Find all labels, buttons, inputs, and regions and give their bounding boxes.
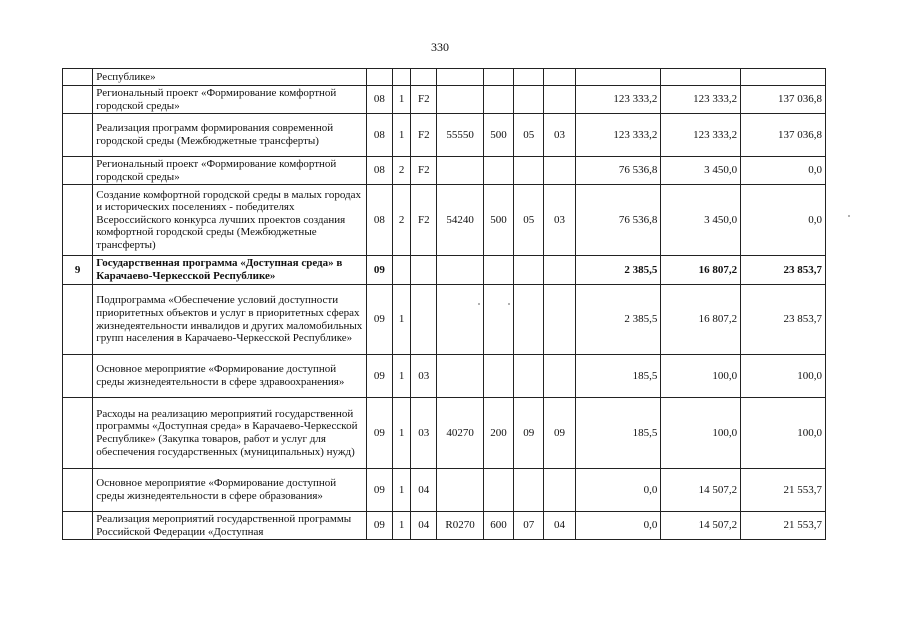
amount-year-2: 100,0 (661, 355, 741, 398)
code-subsection: 03 (544, 185, 575, 256)
code-direction (437, 157, 483, 185)
code-direction (437, 285, 483, 355)
code-program (366, 69, 392, 86)
code-section (514, 285, 544, 355)
row-description: Создание комфортной городской среды в малых городах и исторических поселениях - победителях Всероссийского конкурса лучших проектов создания комфортной городской среды (Межбюджетные трансферты) (93, 185, 367, 256)
row-number (63, 114, 93, 157)
code-subsection (544, 285, 575, 355)
amount-year-3: 23 853,7 (741, 285, 826, 355)
code-subprogram: 1 (393, 114, 411, 157)
scan-speck (848, 215, 850, 217)
table-row (63, 114, 826, 157)
table-row (63, 69, 826, 86)
code-program: 09 (366, 398, 392, 469)
code-section (514, 355, 544, 398)
code-section (514, 69, 544, 86)
row-description: Региональный проект «Формирование комфортной городской среды» (93, 157, 367, 185)
code-program: 09 (366, 355, 392, 398)
row-description: Региональный проект «Формирование комфортной городской среды» (93, 86, 367, 114)
amount-year-3: 100,0 (741, 355, 826, 398)
code-subprogram: 1 (393, 285, 411, 355)
code-event (411, 256, 437, 285)
code-event (411, 285, 437, 355)
code-expense-type (483, 157, 513, 185)
amount-year-1: 2 385,5 (575, 256, 661, 285)
table-row (63, 469, 826, 512)
code-section: 07 (514, 512, 544, 540)
row-number: 9 (63, 256, 93, 285)
row-number (63, 86, 93, 114)
scan-speck (478, 303, 480, 305)
amount-year-1: 123 333,2 (575, 86, 661, 114)
code-program: 09 (366, 256, 392, 285)
amount-year-2: 14 507,2 (661, 512, 741, 540)
code-program: 09 (366, 285, 392, 355)
row-number (63, 157, 93, 185)
amount-year-2: 16 807,2 (661, 256, 741, 285)
table-row (63, 512, 826, 540)
amount-year-2: 3 450,0 (661, 185, 741, 256)
code-expense-type (483, 256, 513, 285)
code-subprogram: 1 (393, 469, 411, 512)
code-event: F2 (411, 185, 437, 256)
code-program: 08 (366, 114, 392, 157)
code-program: 08 (366, 157, 392, 185)
amount-year-1: 2 385,5 (575, 285, 661, 355)
amount-year-1: 0,0 (575, 469, 661, 512)
code-expense-type (483, 69, 513, 86)
row-number (63, 469, 93, 512)
code-section (514, 157, 544, 185)
code-direction (437, 469, 483, 512)
code-subprogram (393, 256, 411, 285)
code-subsection (544, 86, 575, 114)
table-row (63, 398, 826, 469)
code-program: 08 (366, 86, 392, 114)
code-direction: R0270 (437, 512, 483, 540)
code-event: F2 (411, 114, 437, 157)
table-row (63, 185, 826, 256)
amount-year-3: 21 553,7 (741, 469, 826, 512)
code-subsection (544, 355, 575, 398)
code-expense-type: 500 (483, 185, 513, 256)
table-row (63, 256, 826, 285)
amount-year-1: 123 333,2 (575, 114, 661, 157)
code-subsection (544, 157, 575, 185)
code-event: F2 (411, 157, 437, 185)
row-number (63, 69, 93, 86)
code-subprogram (393, 69, 411, 86)
code-subprogram: 2 (393, 157, 411, 185)
table-row (63, 285, 826, 355)
code-section (514, 86, 544, 114)
code-subsection: 03 (544, 114, 575, 157)
code-expense-type (483, 469, 513, 512)
row-number (63, 512, 93, 540)
code-event: 03 (411, 355, 437, 398)
code-event: 04 (411, 512, 437, 540)
code-expense-type (483, 355, 513, 398)
row-number (63, 355, 93, 398)
code-section (514, 469, 544, 512)
amount-year-2 (661, 69, 741, 86)
amount-year-3 (741, 69, 826, 86)
table-row (63, 86, 826, 114)
amount-year-3: 0,0 (741, 157, 826, 185)
code-expense-type: 200 (483, 398, 513, 469)
code-subsection: 09 (544, 398, 575, 469)
code-subprogram: 1 (393, 398, 411, 469)
code-section: 05 (514, 114, 544, 157)
table-row (63, 157, 826, 185)
row-number (63, 185, 93, 256)
row-description: Государственная программа «Доступная среда» в Карачаево-Черкесской Республике» (93, 256, 367, 285)
code-program: 08 (366, 185, 392, 256)
code-direction: 55550 (437, 114, 483, 157)
code-event: 03 (411, 398, 437, 469)
row-number (63, 398, 93, 469)
amount-year-2: 16 807,2 (661, 285, 741, 355)
code-expense-type (483, 86, 513, 114)
code-direction (437, 86, 483, 114)
amount-year-2: 100,0 (661, 398, 741, 469)
code-direction: 40270 (437, 398, 483, 469)
row-number (63, 285, 93, 355)
amount-year-1 (575, 69, 661, 86)
amount-year-2: 123 333,2 (661, 114, 741, 157)
code-event: F2 (411, 86, 437, 114)
code-subprogram: 1 (393, 355, 411, 398)
code-subprogram: 1 (393, 86, 411, 114)
code-direction: 54240 (437, 185, 483, 256)
row-description: Расходы на реализацию мероприятий государственной программы «Доступная среда» в Карачаево-Черкесской Республике» (Закупка товаров, работ и услуг для обеспечения государственных (муниципальных) нужд) (93, 398, 367, 469)
code-program: 09 (366, 512, 392, 540)
amount-year-1: 76 536,8 (575, 157, 661, 185)
code-direction (437, 355, 483, 398)
amount-year-3: 23 853,7 (741, 256, 826, 285)
code-subprogram: 2 (393, 185, 411, 256)
code-expense-type: 600 (483, 512, 513, 540)
code-direction (437, 69, 483, 86)
table-row (63, 355, 826, 398)
code-event (411, 69, 437, 86)
row-description: Основное мероприятие «Формирование доступной среды жизнедеятельности в сфере здравоохранения» (93, 355, 367, 398)
code-section: 05 (514, 185, 544, 256)
code-event: 04 (411, 469, 437, 512)
code-section (514, 256, 544, 285)
amount-year-2: 123 333,2 (661, 86, 741, 114)
budget-table (62, 68, 826, 540)
code-expense-type (483, 285, 513, 355)
code-subsection: 04 (544, 512, 575, 540)
amount-year-3: 137 036,8 (741, 86, 826, 114)
amount-year-1: 185,5 (575, 355, 661, 398)
code-subprogram: 1 (393, 512, 411, 540)
code-program: 09 (366, 469, 392, 512)
amount-year-2: 14 507,2 (661, 469, 741, 512)
amount-year-3: 0,0 (741, 185, 826, 256)
amount-year-3: 21 553,7 (741, 512, 826, 540)
code-direction (437, 256, 483, 285)
amount-year-2: 3 450,0 (661, 157, 741, 185)
row-description: Реализация мероприятий государственной программы Российской Федерации «Доступная (93, 512, 367, 540)
row-description: Республике» (93, 69, 367, 86)
code-subsection (544, 256, 575, 285)
row-description: Основное мероприятие «Формирование доступной среды жизнедеятельности в сфере образования» (93, 469, 367, 512)
amount-year-1: 76 536,8 (575, 185, 661, 256)
row-description: Реализация программ формирования современной городской среды (Межбюджетные трансферты) (93, 114, 367, 157)
code-expense-type: 500 (483, 114, 513, 157)
scan-speck (508, 303, 510, 305)
amount-year-1: 0,0 (575, 512, 661, 540)
code-subsection (544, 69, 575, 86)
amount-year-3: 137 036,8 (741, 114, 826, 157)
amount-year-3: 100,0 (741, 398, 826, 469)
page-number: 330 (431, 40, 449, 54)
code-section: 09 (514, 398, 544, 469)
code-subsection (544, 469, 575, 512)
row-description: Подпрограмма «Обеспечение условий доступности приоритетных объектов и услуг в приоритетных сферах жизнедеятельности инвалидов и других маломобильных групп населения в Карачаево-Черкесской Республике» (93, 285, 367, 355)
amount-year-1: 185,5 (575, 398, 661, 469)
